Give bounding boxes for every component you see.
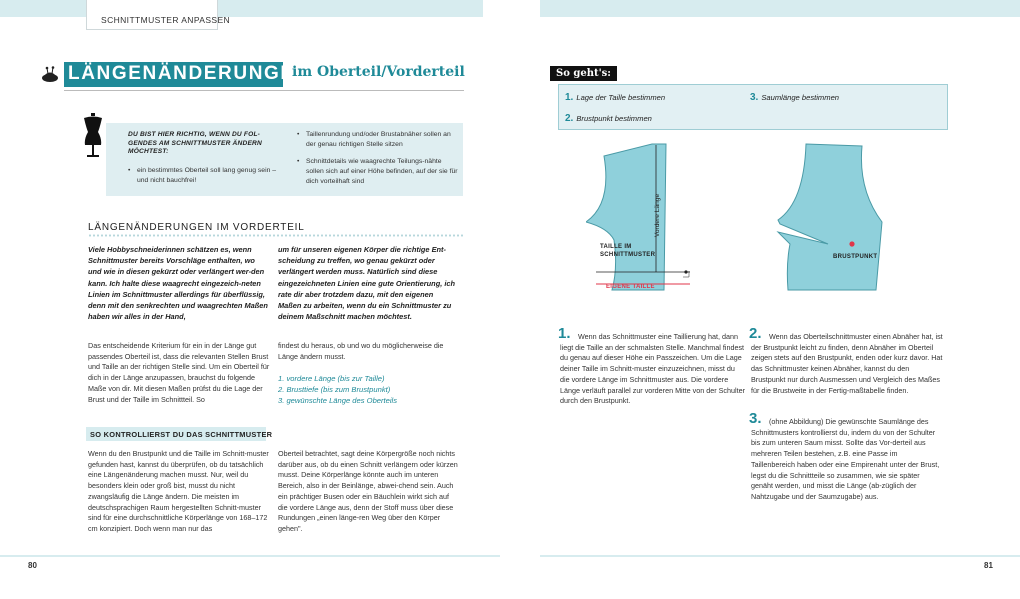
section-heading-vorderteil: LÄNGENÄNDERUNGEN IM VORDERTEIL [88, 222, 305, 233]
howto-tag: So geht's: [550, 66, 617, 81]
label-brustpunkt: BRUSTPUNKT [833, 254, 878, 260]
footer-rule-right [540, 555, 1020, 557]
label-taille-schnittmuster: TAILLE IM SCHNITTMUSTER [600, 244, 656, 258]
body-left-2: Wenn du den Brustpunkt und die Taille im Schnitt-muster gefunden hast, kannst du überprüfen, ob du tatsächlich eine Längenänderung machen musst. Nur, weil du besonders klein oder groß bist, musst du nicht zwangsläufig die Länge ändern. Die meisten im deutschsprachigen Raum hergestellten Schnitt-muster sind für eine durchschnittliche Körperlänge von 168–172 cm konzipiert. Doch wenn man nur das [88, 449, 269, 533]
body-right-1: findest du heraus, ob und wo du möglicherweise die Länge ändern musst. [278, 341, 444, 361]
dotted-rule [88, 234, 463, 237]
step-label-3: 3. Saumlänge bestimmen [750, 92, 840, 103]
page-number-right: 81 [984, 561, 993, 570]
page-subtitle: im Oberteil/Vorderteil [292, 64, 465, 80]
step-number-2: 2. [749, 325, 762, 342]
label-vordere-laenge: Vordere Länge [654, 193, 662, 238]
subheading-kontrolle: SO KONTROLLIERST DU DAS SCHNITTMUSTER [90, 430, 273, 439]
footer-rule-left [0, 555, 500, 557]
step-number-3: 3. [749, 410, 762, 427]
page-number-left: 80 [28, 561, 37, 570]
step-label-1: 1. Lage der Taille bestimmen [565, 92, 666, 103]
pattern-diagram-bust [776, 140, 886, 312]
body-right-2: Oberteil betrachtet, sagt deine Körpergröße noch nichts darüber aus, ob du einen Schnitt verlängern oder kürzen musst. Deine Körperlänge könnte auch im unteren Bereich, also in der Beinlänge, abwei-chend sein. Auch ein prächtiger Busen oder ein Bäuchlein wirkt sich auf die vordere Länge aus, denn der Stoff muss über diese Rundungen „einen länge-ren Weg über den Körper gehen". [278, 449, 458, 533]
step-label-2: 2. Brustpunkt bestimmen [565, 113, 652, 124]
step-number-1: 1. [558, 325, 571, 342]
pincushion-icon [40, 66, 60, 84]
section-tab [86, 0, 231, 30]
step-text-2: Wenn das Oberteilschnittmuster einen Abnäher hat, ist der Brustpunkt leicht zu finden, denn Abnäher im Oberteil zeigen stets auf den Brustpunkt, enden oder kurz davor. Hat das Schnittmuster keinen Abnäher, kannst du den Brustpunkt nur durch Ausmessen und Vergleich des Maßes für die Brustweite in der Fertig-maßtabelle finden. [751, 332, 943, 395]
section-tab-label: SCHNITTMUSTER ANPASSEN [101, 15, 231, 25]
label-eigene-taille: EIGENE TAILLE [606, 284, 655, 290]
dress-form-icon [80, 113, 106, 159]
header-bar-middle [218, 0, 483, 17]
measure-list-item-1: 1. vordere Länge (bis zur Taille) [278, 374, 385, 383]
intro-left: Viele Hobbyschneiderinnen schätzen es, wenn Schnittmuster bereits Vorschläge enthalten, wo und wie in diesen gekürzt oder verlängert wer-den kann. Ich halte diese waagrecht eingezeich-neten Linien im Schnittmuster allerdings für überflüssig, denn mit den senkrechten und waagrechten Maßen haben wir alles in der Hand, [88, 245, 268, 322]
info-bullet-1: • ein bestimmtes Oberteil soll lang genug sein – und nicht bauchfrei! [137, 166, 283, 186]
measure-list-item-2: 2. Brusttiefe (bis zum Brustpunkt) [278, 385, 391, 394]
header-bar-left [0, 0, 86, 17]
step-text-1: Wenn das Schnittmuster eine Taillierung hat, dann liegt die Taille an der schmalsten Stelle. Manchmal findest du genau auf dieser Höhe ein Passzeichen. Um die Lage deiner Taille im Schnitt-muster einzuzeichnen, misst du die vordere Länge im Schnittmuster aus. Die vordere Länge verläuft parallel zur vorderen Mitte von der Schulter durch den Brustpunkt. [560, 332, 745, 406]
page-title: LÄNGENÄNDERUNGEN [68, 63, 310, 84]
measure-list-item-3: 3. gewünschte Länge des Oberteils [278, 396, 398, 405]
info-heading: DU BIST HIER RICHTIG, WENN DU FOL-GENDES AM SCHNITTMUSTER ÄNDERN MÖCHTEST: [128, 131, 262, 156]
body-left-1: Das entscheidende Kriterium für ein in der Länge gut passendes Oberteil ist, dass die relevanten Stellen Brust und Taille an der richtigen Stelle sind. Um ein Oberteil für dich in der Länge anzupassen, brauchst du folgende Maße von dir. Mit diesen Maßen prüfst du die Lage der Brust und der Taille im Schnittteil. So [88, 341, 270, 404]
intro-right: um für unseren eigenen Körper die richtige Ent-scheidung zu treffen, wo genau gekürzt oder verlängert werden muss. Natürlich sind diese eingezeichneten Linien eine gute Orientierung, ich rate dir aber trotzdem dazu, mit den eigenen Maßen zu arbeiten, wenn du ein Schnittmuster zu deinem Maßschnitt machen möchtest. [278, 245, 455, 322]
info-bullet-2: • Taillenrundung und/oder Brustabnäher sollen an der genau richtigen Stelle sitzen [306, 130, 456, 150]
step-text-3: (ohne Abbildung) Die gewünschte Saumlänge des Schnittmusters kontrollierst du, indem du von der Schulter bis zum unteren Saum misst. Sollte das Vor-derteil aus mehreren Teilen bestehen, z.B. eine Passe im Taillenbereich haben oder eine Empirenaht unter der Brust, legst du die Schnittteile so zusammen, wie sie später genäht werden, und misst die Länge (ab-züglich der Nahtzugabe und der Saumzugabe) aus. [751, 417, 940, 501]
header-bar-right [540, 0, 1020, 17]
title-rule [64, 90, 464, 91]
info-bullet-3: • Schnittdetails wie waagrechte Teilungs-nähte sollen sich auf einer Höhe befinden, auf der sie für dich vorteilhaft sind [306, 157, 458, 187]
